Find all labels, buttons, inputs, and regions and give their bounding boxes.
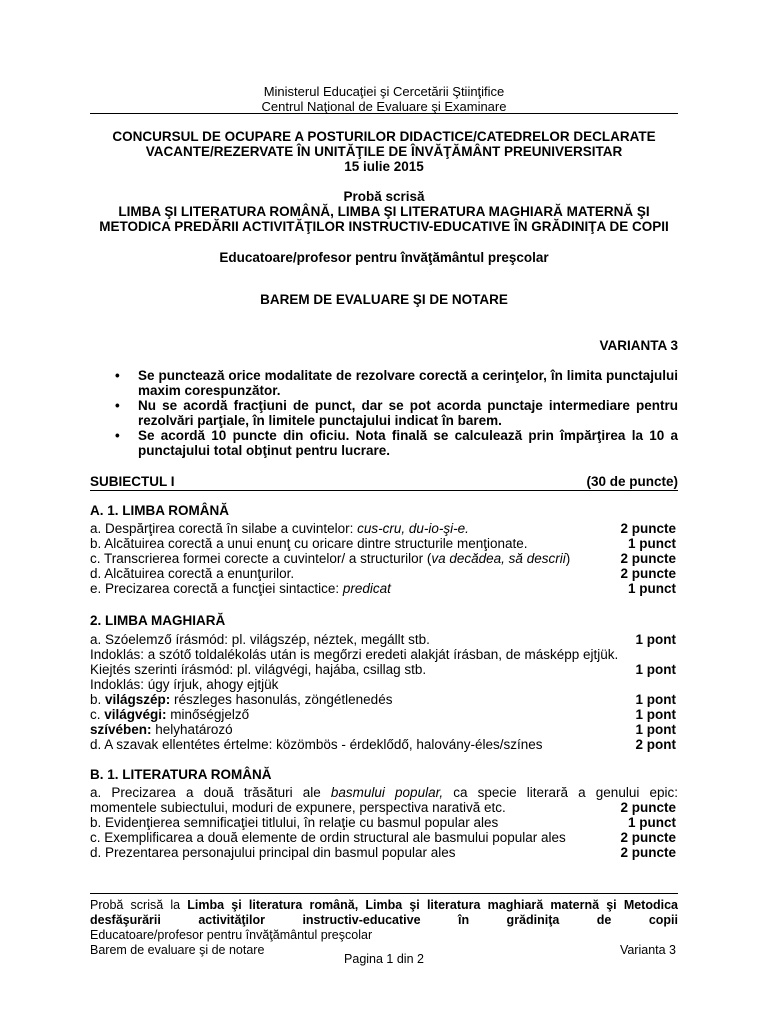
- item-text: részleges hasonulás, zöngétlenedés: [170, 692, 393, 707]
- page-footer: [90, 898, 678, 958]
- item-text: ca specie literară a genului epic:: [443, 785, 678, 800]
- footer-barem: Barem de evaluare şi de notare: [90, 943, 265, 957]
- item-points: 1 pont: [635, 707, 676, 722]
- exam-subject: [90, 189, 678, 234]
- item-row: [90, 737, 678, 752]
- exam-title-line1: CONCURSUL DE OCUPARE A POSTURILOR DIDACTICE/CATEDRELOR DECLARATE: [112, 129, 656, 144]
- item-text: c. Transcrierea formei corecte a cuvintelor/ a structurilor (: [90, 551, 432, 566]
- item-text: a. Precizarea a două trăsături ale: [90, 785, 331, 800]
- exam-title: [90, 129, 678, 174]
- item-text: Indoklás: úgy írjuk, ahogy ejtjük: [90, 677, 279, 692]
- item-row: [90, 551, 678, 566]
- item-text: Indoklás: a szótő toldalékolás után is megőrzi eredeti alakját írásban, de másképp ejtjük.: [90, 647, 619, 662]
- item-text: c.: [90, 707, 105, 722]
- variant-label: VARIANTA 3: [599, 338, 678, 353]
- item-row: [90, 647, 678, 662]
- exam-date: 15 iulie 2015: [344, 159, 424, 174]
- page-number: Pagina 1 din 2: [344, 952, 424, 966]
- item-row: [90, 692, 678, 707]
- item-row: [90, 785, 678, 800]
- proba-line1: LIMBA ŞI LITERATURA ROMÂNĂ, LIMBA ŞI LITERATURA MAGHIARĂ MATERNĂ ŞI: [118, 204, 650, 219]
- item-row: [90, 581, 678, 596]
- item-bold: világszép:: [105, 692, 171, 707]
- section-a1-heading: A. 1. LIMBA ROMÂNĂ: [90, 503, 229, 518]
- item-italic: basmului popular,: [330, 785, 444, 800]
- header-rule: [90, 113, 678, 114]
- item-points: 2 puncte: [620, 845, 676, 860]
- item-text: e. Precizarea corectă a funcţiei sintactice:: [90, 581, 343, 596]
- item-row: [90, 830, 678, 845]
- item-points: 1 punct: [627, 581, 676, 596]
- bullet-icon: •: [115, 368, 120, 383]
- item-row: [90, 845, 678, 860]
- item-text: helyhatározó: [151, 722, 233, 737]
- proba-label: Probă scrisă: [343, 189, 425, 204]
- item-row: [90, 722, 678, 737]
- item-text: ): [565, 551, 571, 566]
- item-points: 1 punct: [627, 815, 676, 830]
- item-points: 1 pont: [635, 692, 676, 707]
- rule-item: [115, 428, 678, 458]
- item-text: b.: [90, 692, 106, 707]
- item-row: [90, 815, 678, 830]
- item-text: b. Alcătuirea corectă a unui enunţ cu oricare dintre structurile menţionate.: [90, 536, 528, 551]
- item-bold: világvégi:: [104, 707, 167, 722]
- item-points: 2 pont: [635, 737, 676, 752]
- institution-header: [90, 84, 678, 114]
- item-text: a. Szóelemző írásmód: pl. világszép, néztek, megállt stb.: [90, 632, 430, 647]
- footer-variant: Varianta 3: [619, 943, 676, 957]
- item-text: c. Exemplificarea a două elemente de ordin structural ale basmului popular ales: [90, 830, 566, 845]
- subject-points: (30 de puncte): [586, 474, 678, 489]
- audience: Educatoare/profesor pentru învăţământul preşcolar: [219, 250, 549, 265]
- item-row: [90, 536, 678, 551]
- item-points: 2 puncte: [620, 521, 676, 536]
- item-text: d. Alcătuirea corectă a enunţurilor.: [90, 566, 295, 581]
- ministry-name: Ministerul Educaţiei şi Cercetării Ştiinţifice: [263, 84, 505, 99]
- footer-rule: [90, 893, 678, 894]
- item-italic: cus-cru, du-io-şi-e.: [357, 521, 469, 536]
- proba-line2: METODICA PREDĂRII ACTIVITĂŢILOR INSTRUCTIV-EDUCATIVE ÎN GRĂDINIŢA DE COPII: [99, 219, 669, 234]
- rule-item: [115, 398, 678, 428]
- exam-title-line2: VACANTE/REZERVATE ÎN UNITĂŢILE DE ÎNVĂŢĂMÂNT PREUNIVERSITAR: [145, 144, 623, 159]
- item-text: a. Despărţirea corectă în silabe a cuvintelor:: [90, 521, 358, 536]
- item-text: Kiejtés szerinti írásmód: pl. világvégi, hajába, csillag stb.: [90, 662, 427, 677]
- footer-audience: Educatoare/profesor pentru învăţământul preşcolar: [90, 928, 373, 942]
- item-points: 2 puncte: [620, 566, 676, 581]
- item-row: [90, 521, 678, 536]
- grading-rules: [115, 368, 678, 458]
- bullet-icon: •: [115, 428, 120, 443]
- item-points: 2 puncte: [620, 551, 676, 566]
- item-italic: va decădea, să descrii: [431, 551, 566, 566]
- footer-bold: Limba şi literatura română, Limba şi literatura maghiară maternă şi Metodica desfăşurării activităţilor instructiv-educative în grădiniţa de copii: [90, 898, 678, 927]
- item-points: 1 pont: [635, 662, 676, 677]
- item-points: 1 pont: [635, 632, 676, 647]
- item-row: [90, 707, 678, 722]
- item-points: 1 punct: [627, 536, 676, 551]
- item-text: momentele subiectului, moduri de expunere, perspectiva narativă etc.: [90, 800, 506, 815]
- footer-line1: [90, 898, 678, 928]
- rule-text: Nu se acordă fracţiuni de punct, dar se pot acorda punctaje intermediare pentru rezolvări parţiale, în limitele punctajului indicat în barem.: [138, 398, 678, 428]
- center-name: Centrul Naţional de Evaluare şi Examinare: [261, 99, 507, 114]
- rule-text: Se punctează orice modalitate de rezolvare corectă a cerinţelor, în limita punctajului maxim corespunzător.: [138, 368, 678, 398]
- subject-heading: [90, 474, 678, 491]
- rule-item: [115, 368, 678, 398]
- item-points: 1 pont: [635, 722, 676, 737]
- rule-text: Se acordă 10 puncte din oficiu. Nota finală se calculează prin împărţirea la 10 a punctajului total obţinut pentru lucrare.: [138, 428, 678, 458]
- item-text: b. Evidenţierea semnificaţiei titlului, în relaţie cu basmul popular ales: [90, 815, 499, 830]
- item-text: minőségjelző: [166, 707, 250, 722]
- item-row: [90, 662, 678, 677]
- section-a2-heading: 2. LIMBA MAGHIARĂ: [90, 613, 226, 628]
- item-points: 2 puncte: [620, 800, 676, 815]
- item-italic: predicat: [342, 581, 391, 596]
- item-row: [90, 677, 678, 692]
- item-bold: szívében:: [90, 722, 152, 737]
- bullet-icon: •: [115, 398, 120, 413]
- item-text: d. Prezentarea personajului principal din basmul popular ales: [90, 845, 456, 860]
- footer-text: Probă scrisă la: [90, 898, 188, 912]
- item-row: [90, 800, 678, 815]
- subject-label: SUBIECTUL I: [90, 474, 175, 489]
- section-b1-heading: B. 1. LITERATURA ROMÂNĂ: [90, 767, 272, 782]
- item-points: 2 puncte: [620, 830, 676, 845]
- item-text: d. A szavak ellentétes értelme: közömbös - érdeklődő, halovány-éles/színes: [90, 737, 543, 752]
- barem-title: BAREM DE EVALUARE ŞI DE NOTARE: [260, 292, 508, 307]
- item-row: [90, 566, 678, 581]
- item-row: [90, 632, 678, 647]
